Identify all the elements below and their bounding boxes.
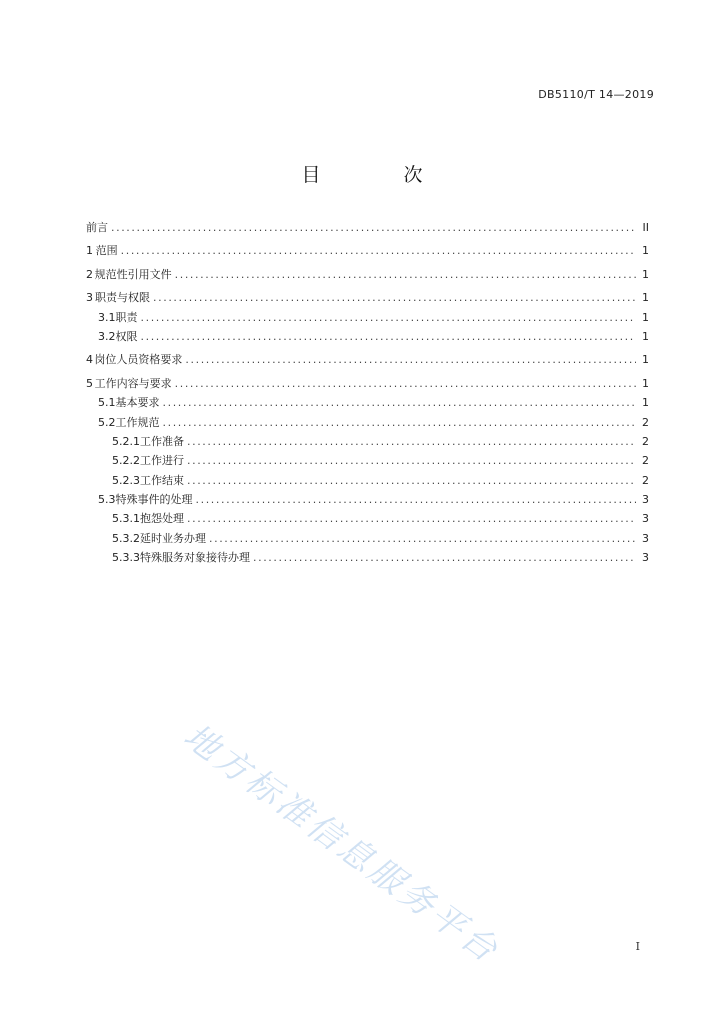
toc-entry-page: 1 bbox=[642, 353, 649, 367]
dot-leader bbox=[187, 432, 636, 451]
toc-entry[interactable] bbox=[86, 327, 649, 346]
toc-entry[interactable] bbox=[86, 432, 649, 451]
toc-entry-number: 1 bbox=[86, 244, 93, 258]
toc-entry-number: 5.2 bbox=[98, 415, 116, 429]
toc-entry-page: 1 bbox=[642, 329, 649, 343]
toc-entry-number: 5.2.1 bbox=[112, 434, 140, 448]
toc-entry-page: 2 bbox=[642, 454, 649, 468]
toc-entry-label: 职责与权限 bbox=[95, 291, 151, 305]
toc-entry-label: 工作进行 bbox=[140, 454, 184, 468]
toc-entry-label: 岗位人员资格要求 bbox=[94, 353, 183, 367]
toc-entry[interactable] bbox=[86, 393, 649, 412]
toc-entry-number: 3.2 bbox=[98, 329, 116, 343]
toc-entry-page: 3 bbox=[642, 493, 649, 507]
toc-entry[interactable] bbox=[86, 350, 649, 369]
dot-leader bbox=[185, 350, 636, 369]
toc-entry-number: 4 bbox=[86, 353, 93, 367]
toc-entry-number: 5.2.3 bbox=[112, 473, 140, 487]
dot-leader bbox=[175, 265, 636, 284]
dot-leader bbox=[187, 471, 636, 490]
toc-entry-page: 1 bbox=[642, 310, 649, 324]
toc-entry-label: 工作准备 bbox=[140, 434, 184, 448]
dot-leader bbox=[187, 509, 636, 528]
toc-entry-page: 2 bbox=[642, 434, 649, 448]
toc-entry-label: 特殊服务对象接待办理 bbox=[140, 551, 250, 565]
dot-leader bbox=[163, 393, 637, 412]
toc-entry[interactable] bbox=[86, 413, 649, 432]
toc-entry[interactable] bbox=[86, 490, 649, 509]
dot-leader bbox=[121, 241, 636, 260]
toc-entry[interactable] bbox=[86, 548, 649, 567]
toc-entry-label: 权限 bbox=[115, 329, 138, 343]
toc-entry[interactable] bbox=[86, 265, 649, 284]
toc-entry-number: 5.1 bbox=[98, 396, 116, 410]
toc-entry-label: 工作内容与要求 bbox=[94, 376, 172, 390]
toc-entry-page: 3 bbox=[642, 551, 649, 565]
toc-entry-label: 抱怨处理 bbox=[140, 512, 184, 526]
toc-entry[interactable] bbox=[86, 218, 649, 237]
toc-entry-label: 工作规范 bbox=[115, 415, 160, 429]
dot-leader bbox=[253, 548, 636, 567]
toc-entry[interactable] bbox=[86, 509, 649, 528]
toc-entry-label: 延时业务办理 bbox=[140, 531, 206, 545]
page-title: 目 次 bbox=[301, 164, 455, 186]
dot-leader bbox=[175, 374, 636, 393]
toc-entry-label: 职责 bbox=[115, 310, 138, 324]
toc-entry-label: 工作结束 bbox=[140, 473, 184, 487]
toc-entry-page: 1 bbox=[642, 291, 649, 305]
dot-leader bbox=[163, 413, 637, 432]
toc-entry-number: 5.2.2 bbox=[112, 454, 140, 468]
toc-entry-page: II bbox=[642, 221, 649, 234]
dot-leader bbox=[209, 529, 636, 548]
toc-entry-page: 3 bbox=[642, 531, 649, 545]
toc-entry-label: 前言 bbox=[86, 221, 108, 234]
toc-entry-number: 5.3.1 bbox=[112, 512, 140, 526]
toc-entry-number: 5.3 bbox=[98, 493, 116, 507]
watermark: 地方标准信息服务平台 bbox=[176, 716, 508, 972]
toc-entry-number: 5 bbox=[86, 376, 93, 390]
toc-entry[interactable] bbox=[86, 308, 649, 327]
toc-entry-page: 1 bbox=[642, 267, 649, 281]
dot-leader bbox=[111, 218, 636, 237]
dot-leader bbox=[141, 308, 637, 327]
toc-entry[interactable] bbox=[86, 374, 649, 393]
toc-entry-number: 5.3.3 bbox=[112, 551, 140, 565]
table-of-contents bbox=[86, 218, 649, 568]
page-number: I bbox=[635, 940, 640, 953]
toc-entry-label: 范围 bbox=[95, 244, 118, 258]
toc-entry-number: 3 bbox=[86, 291, 93, 305]
toc-entry[interactable] bbox=[86, 529, 649, 548]
toc-entry-page: 2 bbox=[642, 415, 649, 429]
toc-entry-page: 1 bbox=[642, 396, 649, 410]
toc-entry[interactable] bbox=[86, 471, 649, 490]
toc-entry-page: 3 bbox=[642, 512, 649, 526]
toc-entry[interactable] bbox=[86, 288, 649, 307]
toc-entry-page: 1 bbox=[642, 244, 649, 258]
toc-entry-page: 2 bbox=[642, 473, 649, 487]
toc-entry[interactable] bbox=[86, 451, 649, 470]
toc-entry-page: 1 bbox=[642, 376, 649, 390]
toc-entry-number: 3.1 bbox=[98, 310, 116, 324]
toc-entry-label: 特殊事件的处理 bbox=[115, 493, 193, 507]
document-code: DB5110/T 14—2019 bbox=[538, 88, 654, 101]
toc-entry[interactable] bbox=[86, 241, 649, 260]
toc-entry-label: 规范性引用文件 bbox=[94, 267, 172, 281]
toc-entry-number: 2 bbox=[86, 267, 93, 281]
dot-leader bbox=[141, 327, 637, 346]
toc-entry-number: 5.3.2 bbox=[112, 531, 140, 545]
dot-leader bbox=[187, 451, 636, 470]
toc-entry-label: 基本要求 bbox=[115, 396, 160, 410]
dot-leader bbox=[196, 490, 637, 509]
dot-leader bbox=[153, 288, 636, 307]
